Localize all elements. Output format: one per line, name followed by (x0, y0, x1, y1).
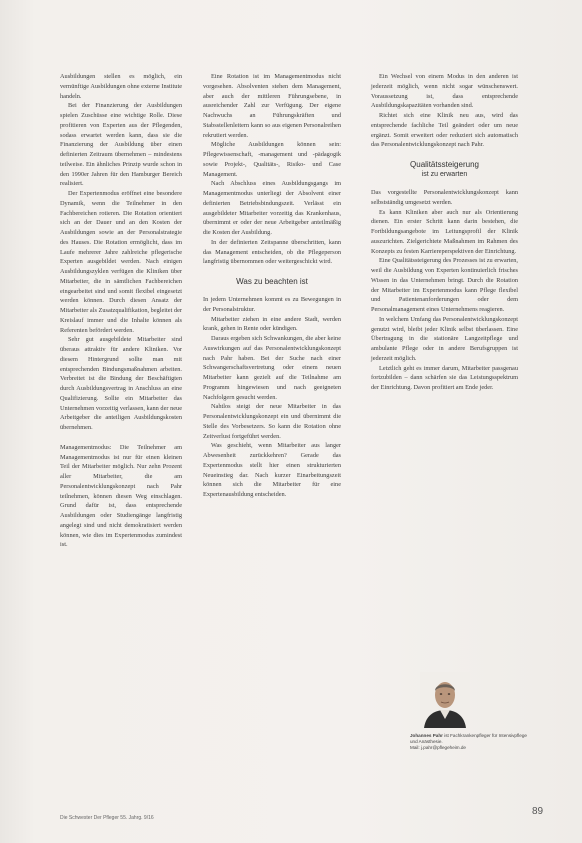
paragraph: Mögliche Ausbildungen können sein: Pflegewissenschaft, -management und -pädagogik sowie Projekt-, Qualitäts-, Risiko- und Case Management. (203, 141, 341, 178)
text-column-3 (371, 72, 518, 393)
section-heading: Was zu beachten ist (236, 277, 308, 286)
paragraph: Daraus ergeben sich Schwankungen, die aber keine Auswirkungen auf das Personalentwicklungskonzept nach Pahr haben. Bei der Suche nach einer Schwangerschaftsvertretung oder einem neuen Mitarbeiter kann gezielt auf die Teilnahme am Programm hingewiesen und nach geeigneten Nachfolgern gesucht werden. (203, 335, 341, 401)
author-email: Mail: j.pahr@pflegeheim.de (410, 745, 466, 750)
paragraph: Der Expertenmodus eröffnet eine besondere Dynamik, wenn die Teilnehmer in den Fachbereichen rotieren. Die Rotation orientiert sich an der Dauer und an den Kosten der Ausbildungen sowie an der Personalstrategie des Hauses. Die Rotation ermöglicht, dass im Laufe mehrerer Jahre zahlreiche pflegerische Experten ausgebildet werden. Nach einigen Ausbildungszyklen verfügen die Kliniken über Mitarbeiter, die in sämtlichen Fachbereichen eingearbeitet sind und somit flexibel eingesetzt werden können. Durch diesen Ansatz der Mitarbeiter als Zusatzqualifikation, begleitet der Kreislauf immer und die Inhalte können als Referenten befördert werden. (60, 190, 182, 334)
section-heading-line-2: ist zu erwarten (421, 171, 468, 178)
paragraph: Nach Abschluss eines Ausbildungsgangs im Managementmodus unterliegt der Absolvent einer definierten Betriebsbindungszeit. Verlässt ein ausgebildeter Mitarbeiter vorzeitig das Krankenhaus, übernimmt er oder der neue Arbeitgeber anteilmäßig die Kosten der Ausbildung. (203, 180, 341, 236)
paragraph: Bei der Finanzierung der Ausbildungen spielen Zuschüsse eine wichtige Rolle. Diese profitieren von Experten aus der Pflegenden, sodass erwartet werden kann, dass sie die Finanzierung der Ausbildung über einen definierten Zeitraum übernehmen – mindestens teilweise. Ein ähnliches Prinzip wurde schon in den 1990er Jahren für den Hamburger Bereich realisiert. (60, 102, 182, 188)
paragraph: Managementmodus: Die Teilnehmer am Managementmodus ist nur für einen kleinen Teil der Mitarbeiter möglich. Nur zehn Prozent aller Mitarbeiter, die am Personalentwicklungskonzept nach Pahr teilnehmen, können diesen Weg einschlagen. Grund dafür ist, dass entsprechende Ausbildungen oder Studiengänge langfristig angelegt sind und nicht demokratisiert werden können, wie dies im Expertenmodus zumindest ist. (60, 443, 182, 549)
paragraph: Eine Qualitätssteigerung des Prozesses ist zu erwarten, weil die Ausbildung von Experten kontinuierlich frisches Wissen in das Unternehmen bringt. Durch die Rotation der Mitarbeiter im Expertenmodus kann Pflege flexibel und Patientenanforderungen oder dem Personalmanagement eines Unternehmens reagieren. (371, 257, 518, 313)
paragraph: Ein Wechsel von einem Modus in den anderen ist jederzeit möglich, wenn nicht sogar wünschenswert. Voraussetzung ist, dass entsprechende Ausbildungskapazitäten vorhanden sind. (371, 73, 518, 110)
paragraph: Letztlich geht es immer darum, Mitarbeiter passgenau fortzubilden – dann schärfen sie das Leistungsspektrum der Einrichtung. Davon profitiert am Ende jeder. (371, 364, 518, 391)
author-photo (420, 672, 470, 728)
section-heading (371, 160, 518, 180)
author-name: Johannes Pahr (410, 733, 443, 738)
paragraph: Sehr gut ausgebildete Mitarbeiter sind überaus attraktiv für andere Kliniken. Vor diesem Hintergrund sollte man mit entsprechenden Bindungsmaßnahmen arbeiten. Verbreitet ist die Bindung der Beschäftigten durch Ausbildungsvertrag in Anschluss an eine Qualifizierung. Sollte ein Mitarbeiter das Unternehmen vorzeitig verlassen, kann der neue Arbeitgeber die anteiligen Ausbildungskosten übernehmen. (60, 336, 182, 431)
paragraph: Nahtlos steigt der neue Mitarbeiter in das Personalentwicklungskonzept ein und übernimmt die Stelle des Vorbesetzers. So kann die Rotation ohne Zeitverlust fortgeführt werden. (203, 403, 341, 440)
author-caption (410, 733, 530, 751)
text-column-1 (60, 72, 182, 550)
page-number: 89 (532, 806, 544, 817)
paragraph: Mitarbeiter ziehen in eine andere Stadt, werden krank, gehen in Rente oder kündigen. (203, 315, 341, 333)
paragraph: In welchem Umfang das Personalentwicklungskonzept genutzt wird, bleibt jeder Klinik selbst überlassen. Eine Übertragung in die stationäre Langzeitpflege und ambulante Pflege oder in andere Berufsgruppen ist jederzeit möglich. (371, 315, 518, 362)
paragraph: Es kann Kliniken aber auch nur als Orientierung dienen. Ein erster Schritt kann darin bestehen, die Fortbildungsangebote im Leitungsprofil der Klinik auszurichten. Zielgerichtete Maßnahmen im Rahmen des Konzepts zu festen Karriereperspektiven der Einrichtung. (371, 208, 518, 255)
paragraph: In der definierten Zeitspanne überschritten, kann das Management entscheiden, ob die Pflegeperson langfristig übernommen oder weitergeschickt wird. (203, 238, 341, 266)
author-description: ist Fachkrankenpfleger für Intensivpflege und Anästhesie. (410, 733, 527, 744)
paragraph: Richtet sich eine Klinik neu aus, wird das entsprechende fachliche Teil geändert oder um neue ergänzt. Somit erweitert oder reduziert sich automatisch das Personalentwicklungskonzept nach Pahr. (371, 112, 518, 149)
paragraph: Ausbildungen stellen es möglich, ein vernünftige Ausbildungen ohne externe Institute handeln. (60, 73, 182, 100)
text-column-2 (203, 72, 341, 500)
paragraph: Das vorgestellte Personalentwicklungskonzept kann selbstständig umgesetzt werden. (371, 189, 518, 206)
section-heading-line-1: Qualitätssteigerung (410, 160, 479, 169)
paragraph: Was geschieht, wenn Mitarbeiter aus langer Abwesenheit zurückkehren? Gerade das Expertenmodus stellt hier einen strukturierten Neueinstieg dar. Nach kurzer Einarbeitungszeit können sich die Mitarbeiter für eine Expertenausbildung entscheiden. (203, 442, 341, 498)
footer-publication: Die Schwester Der Pfleger 55. Jahrg. 9/16 (60, 815, 154, 821)
paragraph: Eine Rotation ist im Managementmodus nicht vorgesehen. Absolventen stehen dem Management, aber auch der mittleren Führungsebene, in ausreichender Zahl zur Verfügung. Der eigene Nachwuchs an Führungskräften und Stabsstellenleitern kann so aus eigenen Personalreihen rekrutiert werden. (203, 73, 341, 139)
paragraph: In jedem Unternehmen kommt es zu Bewegungen in der Personalstruktur. (203, 296, 341, 313)
